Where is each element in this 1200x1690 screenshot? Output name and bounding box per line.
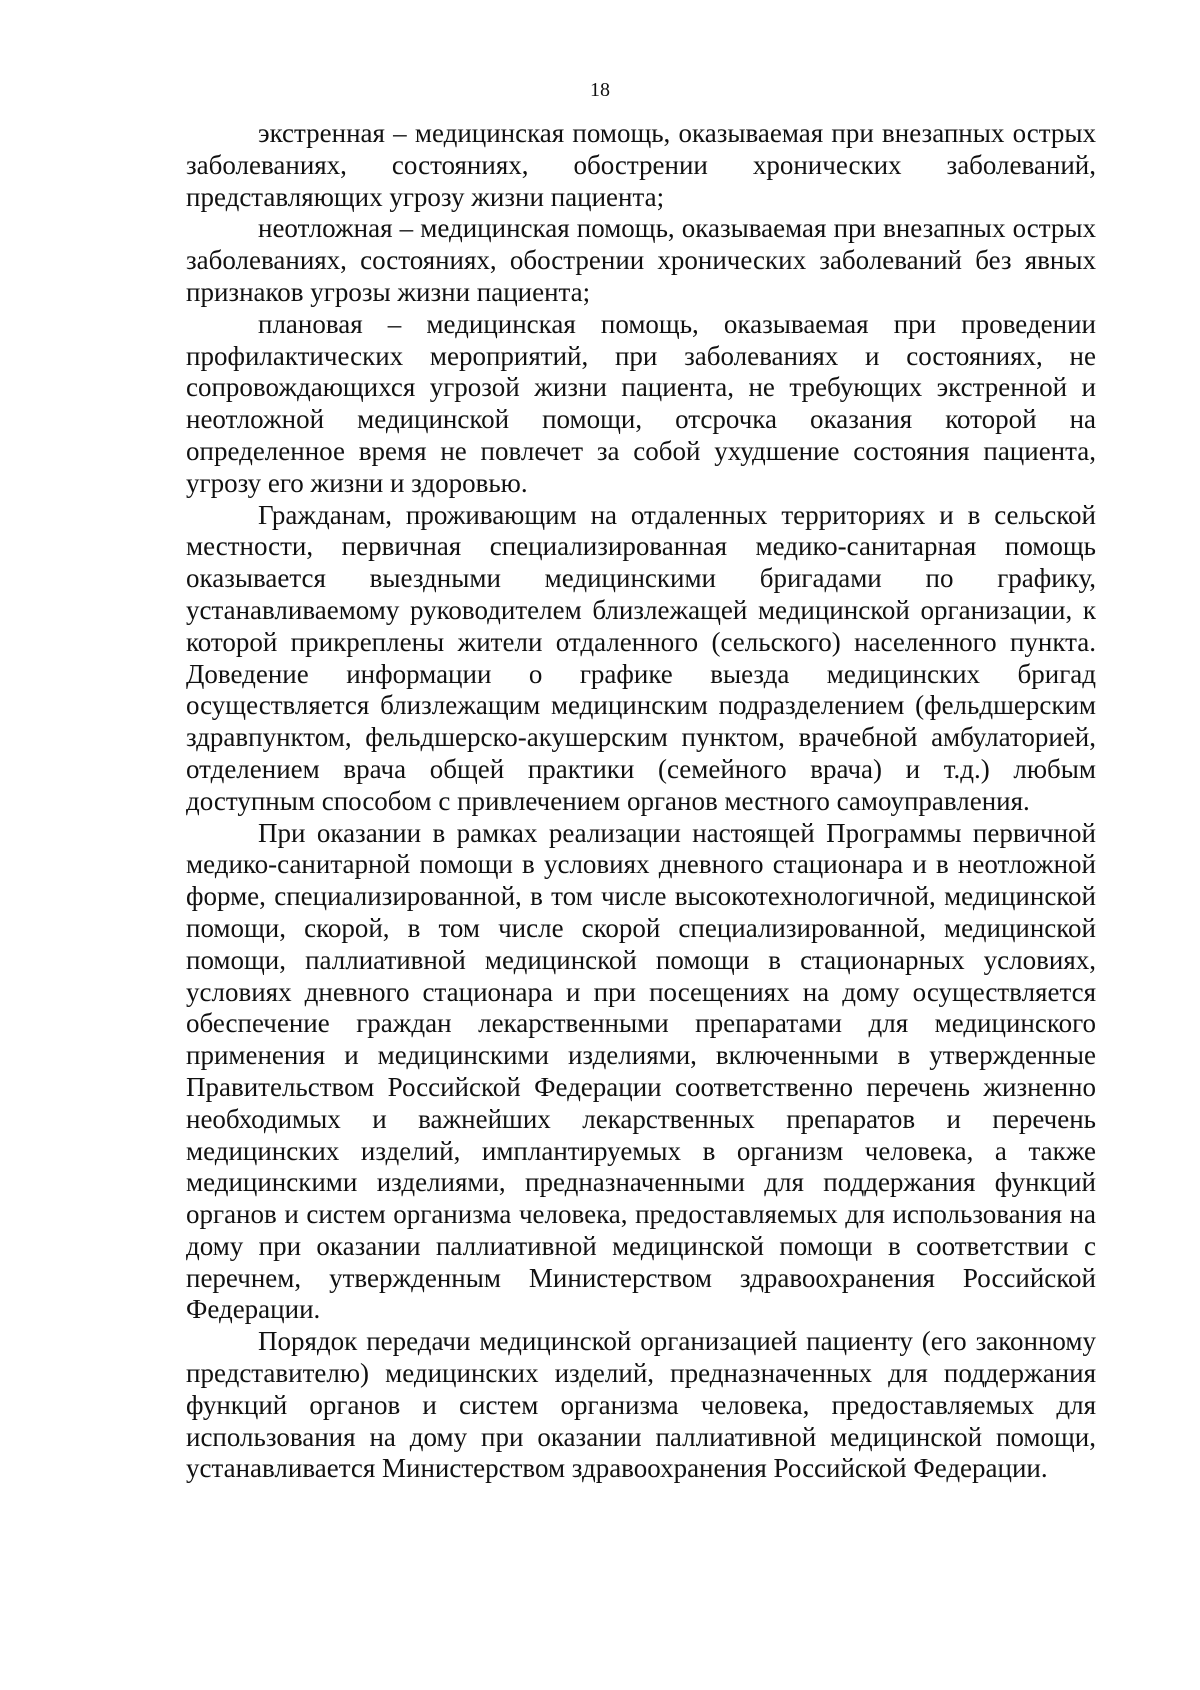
paragraph-urgent-care: неотложная – медицинская помощь, оказываемая при внезапных острых заболеваниях, состояниях, обострении хронических заболеваний без явных признаков угрозы жизни пациента; — [186, 213, 1096, 307]
paragraph-device-transfer-order: Порядок передачи медицинской организацией пациенту (его законному представителю) медицинских изделий, предназначенных для поддержания функций органов и систем организма человека, предоставляемых для использования на дому при оказании паллиативной медицинской помощи, устанавливается Министерством здравоохранения Российской Федерации. — [186, 1326, 1096, 1484]
page-number: 18 — [590, 79, 610, 101]
paragraph-planned-care: плановая – медицинская помощь, оказываемая при проведении профилактических мероприятий, при заболеваниях и состояниях, не сопровождающихся угрозой жизни пациента, не требующих экстренной и неотложной медицинской помощи, отсрочка оказания которой на определенное время не повлечет за собой ухудшение состояния пациента, угрозу его жизни и здоровью. — [186, 308, 1096, 498]
paragraph-emergency-care: экстренная – медицинская помощь, оказываемая при внезапных острых заболеваниях, состояниях, обострении хронических заболеваний, представляющих угрозу жизни пациента; — [186, 118, 1096, 212]
paragraph-rural-care: Гражданам, проживающим на отдаленных территориях и в сельской местности, первичная специализированная медико-санитарная помощь оказывается выездными медицинскими бригадами по графику, устанавливаемому руководителем близлежащей медицинской организации, к которой прикреплены жители отдаленного (сельского) населенного пункта. Доведение информации о графике выезда медицинских бригад осуществляется близлежащим медицинским подразделением (фельдшерским здравпунктом, фельдшерско-акушерским пунктом, врачебной амбулаторией, отделением врача общей практики (семейного врача) и т.д.) любым доступным способом с привлечением органов местного самоуправления. — [186, 499, 1096, 816]
document-body — [186, 118, 1096, 1485]
paragraph-medication-provision: При оказании в рамках реализации настоящей Программы первичной медико-санитарной помощи в условиях дневного стационара и в неотложной форме, специализированной, в том числе высокотехнологичной, медицинской помощи, скорой, в том числе скорой специализированной, медицинской помощи, паллиативной медицинской помощи в стационарных условиях, условиях дневного стационара и при посещениях на дому осуществляется обеспечение граждан лекарственными препаратами для медицинского применения и медицинскими изделиями, включенными в утвержденные Правительством Российской Федерации соответственно перечень жизненно необходимых и важнейших лекарственных препаратов и перечень медицинских изделий, имплантируемых в организм человека, а также медицинскими изделиями, предназначенными для поддержания функций органов и систем организма человека, предоставляемых для использования на дому при оказании паллиативной медицинской помощи в соответствии с перечнем, утвержденным Министерством здравоохранения Российской Федерации. — [186, 817, 1096, 1325]
